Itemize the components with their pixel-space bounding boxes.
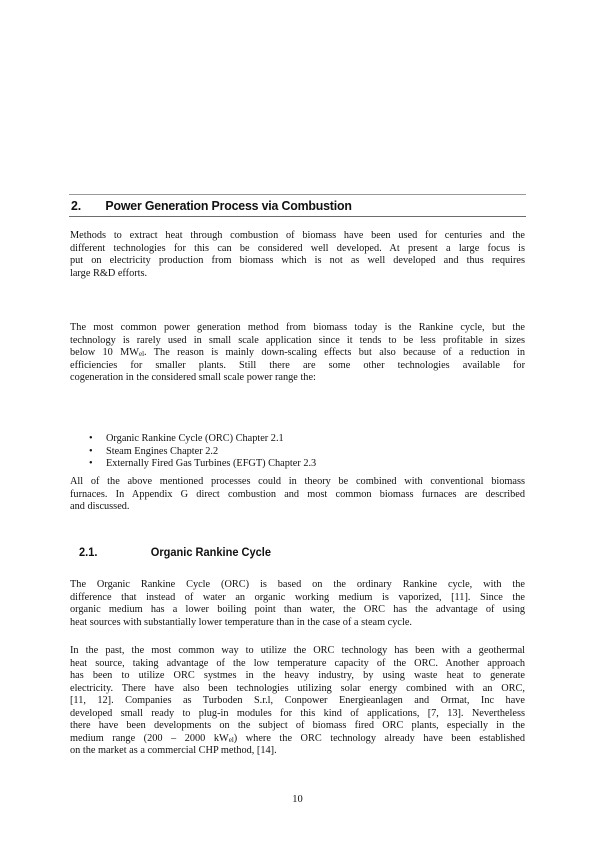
text-line: on the market as a commercial CHP method, [14]. xyxy=(70,745,277,756)
text-line xyxy=(70,733,525,746)
subscript: el xyxy=(138,350,145,358)
paragraph-orc-history xyxy=(70,645,525,758)
list-item xyxy=(70,446,525,459)
text-line: large R&D efforts. xyxy=(70,267,148,279)
text-line: technology is rarely used in small scale application since it tends to be less profitable in sizes xyxy=(70,334,525,346)
text-line: In the past, the most common way to utilize the ORC technology has been with a geothermal xyxy=(70,645,525,656)
text-line: difference that instead of water an organic working medium is vaporized, [11]. Since the xyxy=(70,591,525,603)
text-line: and discussed. xyxy=(70,501,130,512)
text-fragment: ) where the ORC technology already have been established xyxy=(233,732,526,744)
page-number: 10 xyxy=(292,794,303,805)
section-heading xyxy=(71,198,493,213)
subsection-heading xyxy=(79,545,271,559)
section-title: Power Generation Process via Combustion xyxy=(105,198,352,213)
paragraph-orc-intro xyxy=(70,579,525,629)
text-line: cogeneration in the considered small scale power range the: xyxy=(70,372,316,383)
text-fragment: below 10 MW xyxy=(70,347,139,358)
text-line: put on electricity production from biomass which is not as well developed and thus requires xyxy=(70,255,525,266)
text-line: heat source, taking advantage of the low temperature capacity of the ORC. Another approach xyxy=(70,657,525,669)
text-line: heat sources with substantially lower temperature than in the case of a steam cycle. xyxy=(70,616,412,628)
text-line: The Organic Rankine Cycle (ORC) is based on the ordinary Rankine cycle, with the xyxy=(70,579,525,590)
bullet-icon: • xyxy=(89,433,93,444)
paragraph-intro xyxy=(70,230,525,280)
text-line: efficiencies for smaller plants. Still there are some other technologies available for xyxy=(70,359,525,371)
text-line: organic medium has a lower boiling point than water, the ORC has the advantage of using xyxy=(70,604,525,615)
text-line: The most common power generation method from biomass today is the Rankine cycle, but the xyxy=(70,322,525,333)
section-number: 2. xyxy=(71,198,81,213)
text-line: different technologies for this can be considered well developed. At present a large focus is xyxy=(70,242,525,254)
subsection-number: 2.1. xyxy=(79,545,98,559)
list-item-text: Externally Fired Gas Turbines (EFGT) Chapter 2.3 xyxy=(106,458,317,469)
subscript: el xyxy=(228,735,234,744)
text-fragment: medium range (200 – 2000 kW xyxy=(70,732,229,744)
text-line: furnaces. In Appendix G direct combustion and most common biomass furnaces are described xyxy=(70,488,525,500)
paragraph-rankine xyxy=(70,322,525,385)
list-item-text: Organic Rankine Cycle (ORC) Chapter 2.1 xyxy=(106,433,284,444)
text-line: electricity. There have also been technologies utilizing solar energy combined with an ORC, xyxy=(70,682,525,694)
text-line: Methods to extract heat through combustion of biomass have been used for centuries and the xyxy=(70,230,525,241)
text-fragment: . The reason is mainly down-scaling effects but also because of a reduction in xyxy=(144,347,526,358)
bullet-icon: • xyxy=(89,458,93,469)
list-item xyxy=(70,433,525,446)
subsection-title: Organic Rankine Cycle xyxy=(150,545,272,559)
paragraph-furnaces xyxy=(70,476,525,514)
text-line: All of the above mentioned processes could in theory be combined with conventional biomass xyxy=(70,476,525,487)
text-line xyxy=(70,347,525,360)
list-item xyxy=(70,458,525,471)
text-line: has been to utilize ORC systmes in the heavy industry, by using waste heat to generate xyxy=(70,670,525,681)
heading-bottom-rule xyxy=(69,216,526,217)
technology-list xyxy=(70,433,525,471)
text-line: [11, 12]. Companies as Turboden S.r.l, Conpower Energieanlagen and Ormat, Inc have xyxy=(70,695,525,706)
text-line: developed small ready to plug-in modules for this kind of applications, [7, 13]. Nevertheless xyxy=(70,707,525,719)
bullet-icon: • xyxy=(89,445,93,457)
list-item-text: Steam Engines Chapter 2.2 xyxy=(106,445,219,457)
text-line: there have been developments on the subject of biomass fired ORC plants, especially in the xyxy=(70,720,525,731)
heading-top-rule xyxy=(69,194,526,195)
